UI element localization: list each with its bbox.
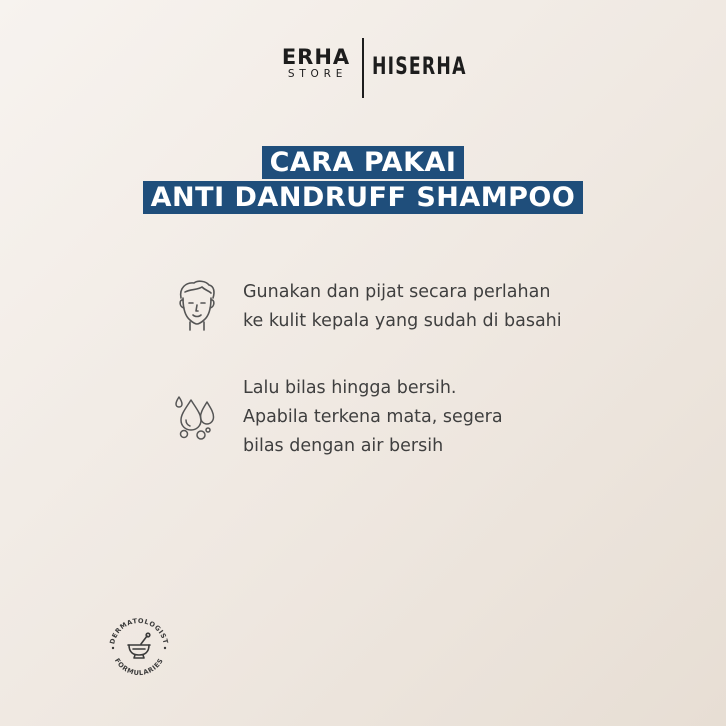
store-logo-text: STORE: [287, 68, 348, 80]
page-title: [0, 146, 726, 214]
erha-store-logo: [279, 46, 353, 81]
erha-logo-text: ERHA: [281, 45, 351, 69]
step-2-line-2: Apabila terkena mata, segera: [243, 407, 503, 427]
svg-text:DERMATOLOGIST: [108, 617, 169, 645]
hiserha-logo-text: HISERHA: [372, 52, 467, 80]
man-face-icon: [172, 278, 222, 334]
step-2-line-3: bilas dengan air bersih: [243, 436, 444, 456]
step-1-line-1: Gunakan dan pijat secara perlahan: [243, 282, 551, 302]
logo-divider: [362, 38, 364, 98]
title-line-2: ANTI DANDRUFF SHAMPOO: [143, 181, 584, 214]
badge-text-bottom: FORMULARIES: [112, 656, 166, 678]
step-1-text: [243, 278, 663, 336]
mortar-pestle-icon: [128, 633, 150, 658]
badge-text-top: DERMATOLOGIST: [108, 616, 170, 646]
water-drops-icon: [172, 394, 222, 450]
step-2-text: [243, 374, 663, 461]
svg-text:FORMULARIES: [113, 657, 165, 677]
title-line-1: CARA PAKAI: [262, 146, 465, 179]
brand-logo: [0, 38, 726, 100]
dermatologist-formularies-badge: [104, 613, 174, 683]
step-1-line-2: ke kulit kepala yang sudah di basahi: [243, 311, 562, 331]
step-2-line-1: Lalu bilas hingga bersih.: [243, 378, 457, 398]
